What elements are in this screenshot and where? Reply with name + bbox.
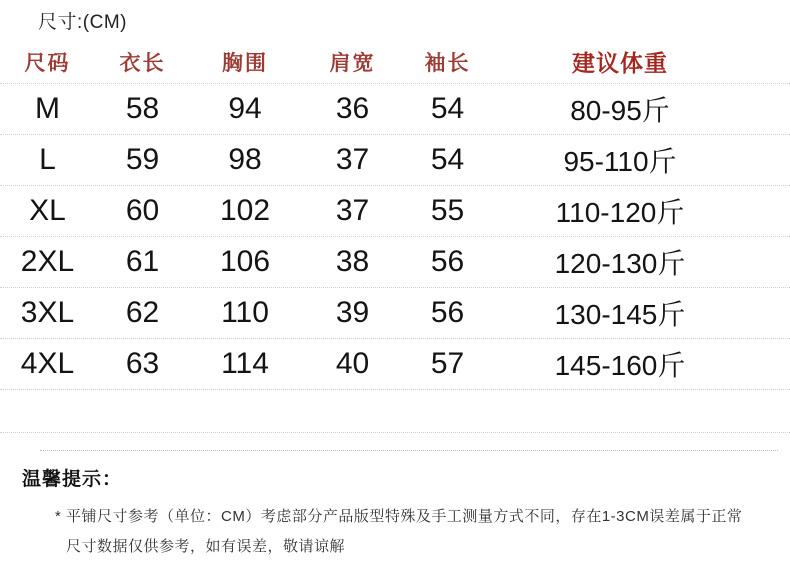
tips-title: 温馨提示：	[22, 469, 123, 490]
cell-sleeve: 57	[430, 347, 465, 380]
cell-length: 59	[125, 143, 160, 176]
table-header-row	[0, 40, 790, 84]
header-shoulder: 肩宽	[329, 51, 376, 75]
tips-note-line: * 平铺尺寸参考（单位：CM）考虑部分产品版型特殊及手工测量方式不同，存在1-3CM误差属于正常	[55, 508, 743, 525]
cell-length: 60	[125, 194, 160, 227]
cell-bust: 98	[228, 143, 262, 176]
cell-sleeve: 56	[430, 296, 465, 329]
cell-weight: 95-110斤	[563, 146, 677, 177]
cell-shoulder: 39	[335, 296, 370, 329]
cell-bust: 114	[221, 347, 269, 380]
cell-shoulder: 37	[335, 194, 370, 227]
cell-length: 62	[125, 296, 160, 329]
header-weight: 建议体重	[572, 50, 668, 76]
tips-divider	[40, 450, 778, 451]
cell-sleeve: 54	[430, 143, 465, 176]
cell-size: 4XL	[20, 347, 75, 380]
cell-length: 58	[125, 92, 160, 125]
cell-bust: 94	[228, 92, 262, 125]
cell-length: 61	[125, 245, 160, 278]
cell-weight: 145-160斤	[554, 350, 686, 381]
table-row	[0, 135, 790, 186]
cell-weight: 130-145斤	[554, 299, 686, 330]
header-sleeve: 袖长	[424, 51, 471, 75]
cell-sleeve: 54	[430, 92, 465, 125]
cell-size: L	[39, 143, 56, 176]
cell-shoulder: 38	[335, 245, 370, 278]
cell-size: 2XL	[20, 245, 75, 278]
table-row	[0, 84, 790, 135]
header-bust: 胸围	[222, 51, 268, 75]
cell-bust: 106	[219, 245, 271, 278]
cell-size: 3XL	[20, 296, 75, 329]
cell-weight: 120-130斤	[554, 248, 686, 279]
cell-shoulder: 36	[335, 92, 370, 125]
table-row	[0, 288, 790, 339]
cell-bust: 102	[219, 194, 271, 227]
cell-shoulder: 37	[335, 143, 370, 176]
cell-weight: 110-120斤	[555, 197, 685, 228]
table-bottom-spacer	[0, 390, 790, 433]
header-size: 尺码	[24, 51, 71, 75]
cell-bust: 110	[221, 296, 269, 329]
table-row	[0, 186, 790, 237]
page-title: 尺寸:(CM)	[38, 12, 127, 33]
header-length: 衣长	[119, 51, 166, 75]
table-row	[0, 339, 790, 390]
cell-size: M	[35, 92, 60, 125]
cell-size: XL	[29, 194, 66, 227]
cell-sleeve: 56	[430, 245, 465, 278]
size-table	[0, 40, 790, 433]
cell-length: 63	[125, 347, 160, 380]
cell-shoulder: 40	[335, 347, 370, 380]
cell-weight: 80-95斤	[570, 95, 670, 126]
table-row	[0, 237, 790, 288]
tips-note-line: 尺寸数据仅供参考，如有误差，敬请谅解	[66, 538, 346, 555]
cell-sleeve: 55	[430, 194, 465, 227]
